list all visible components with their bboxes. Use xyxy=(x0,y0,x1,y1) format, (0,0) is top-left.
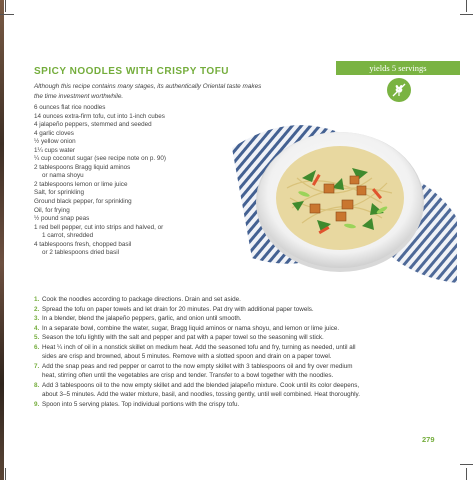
method-step xyxy=(34,381,458,400)
page-number: 279 xyxy=(422,435,435,444)
step-number: 4. xyxy=(34,324,40,332)
method-step xyxy=(34,333,458,343)
ingredient-item: or 2 tablespoons dried basil xyxy=(42,249,120,257)
recipe-title: SPICY NOODLES WITH CRISPY TOFU xyxy=(34,66,230,77)
step-text: sides are crisp and browned, about 5 minutes. Remove with a slotted spoon and drain on a paper towel. xyxy=(42,353,332,361)
dish-photo xyxy=(232,108,457,288)
step-number: 6. xyxy=(34,343,40,351)
ingredient-item: 14 ounces extra-firm tofu, cut into 1-inch cubes xyxy=(34,112,165,120)
intro-line: the time investment worthwhile. xyxy=(34,92,124,100)
step-text: Season the tofu lightly with the salt and pepper and pat with a paper towel so the seasoning will stick. xyxy=(42,334,324,342)
step-text: Spread the tofu on paper towels and let drain for 20 minutes. Pat dry with additional paper towels. xyxy=(42,305,314,313)
intro-line: Although this recipe contains many stages, its authentically Oriental taste makes xyxy=(34,83,262,90)
step-text: In a blender, blend the jalapeño peppers, garlic, and onion until smooth. xyxy=(42,315,242,323)
method-step xyxy=(34,324,458,334)
step-text: heat, stirring often until the vegetables are crisp and tender. Transfer to a bowl together with the noodles. xyxy=(42,372,334,380)
yields-banner: yields 5 servings xyxy=(336,61,460,75)
step-text: Spoon into 5 serving plates. Top individual portions with the crispy tofu. xyxy=(42,401,240,409)
ingredient-item: Ground black pepper, for sprinkling xyxy=(34,198,132,206)
ingredient-item: 2 tablespoons lemon or lime juice xyxy=(34,180,128,188)
ingredient-item: 6 ounces flat rice noodles xyxy=(34,104,106,111)
ingredient-item: 1 carrot, shredded xyxy=(42,232,94,240)
step-text: Add the snap peas and red pepper or carrot to the now empty skillet with 3 tablespoons oil and fry over medium xyxy=(42,362,353,370)
ingredient-item: 4 tablespoons fresh, chopped basil xyxy=(34,240,132,248)
ingredient-item: 2 tablespoons Bragg liquid aminos xyxy=(34,163,131,171)
step-text: Add 3 tablespoons oil to the now empty skillet and add the blended jalapeño mixture. Cook until its color deepens, xyxy=(42,381,360,389)
step-text: Heat ¼ inch of oil in a nonstick skillet on medium heat. Add the seasoned tofu and fry, turning as needed, until all xyxy=(42,343,356,351)
ingredient-item: 1 red bell pepper, cut into strips and halved, or xyxy=(34,223,164,231)
method-step xyxy=(34,400,458,410)
step-number: 9. xyxy=(34,401,40,409)
recipe-intro xyxy=(34,82,304,101)
step-number: 7. xyxy=(34,362,40,370)
ingredient-item: 4 jalapeño peppers, stemmed and seeded xyxy=(34,121,152,129)
ingredient-item: 4 garlic cloves xyxy=(34,129,74,137)
method-step xyxy=(34,362,458,381)
step-text: In a separate bowl, combine the water, sugar, Bragg liquid aminos or nama shoyu, and lemon or lime juice. xyxy=(42,324,340,332)
crop-mark xyxy=(460,464,473,465)
ingredient-item: Salt, for sprinkling xyxy=(34,189,85,197)
ingredient-item: ¼ cup coconut sugar (see recipe note on p. 90) xyxy=(34,155,166,163)
crop-mark xyxy=(466,0,467,12)
method-step xyxy=(34,305,458,315)
ingredient-item: Oil, for frying xyxy=(34,206,70,214)
step-number: 8. xyxy=(34,381,40,389)
ingredient-item: or nama shoyu xyxy=(42,172,84,180)
crop-mark xyxy=(466,468,467,480)
ingredient-list xyxy=(34,104,234,258)
ingredient-item: ½ yellow onion xyxy=(34,138,76,146)
ingredient-item: ½ pound snap peas xyxy=(34,215,90,223)
step-text: Cook the noodles according to package directions. Drain and set aside. xyxy=(42,296,241,303)
crop-mark xyxy=(460,14,473,15)
crop-mark xyxy=(5,0,6,12)
ingredient-item: 1¼ cups water xyxy=(34,146,75,154)
step-number: 1. xyxy=(34,296,40,303)
method-step xyxy=(34,343,458,362)
no-wheat-icon xyxy=(387,78,411,102)
step-number: 2. xyxy=(34,305,40,313)
page-edge-photo-strip xyxy=(0,0,4,480)
method-step xyxy=(34,295,458,305)
crop-mark xyxy=(5,468,6,480)
step-number: 3. xyxy=(34,315,40,323)
method-steps xyxy=(34,295,458,410)
step-number: 5. xyxy=(34,334,40,342)
step-text: about 3–5 minutes. Add the water mixture, basil, and noodles, tossing gently, until well combined. Heat thoroughly. xyxy=(42,391,360,399)
method-step xyxy=(34,314,458,324)
crop-mark xyxy=(0,14,14,15)
